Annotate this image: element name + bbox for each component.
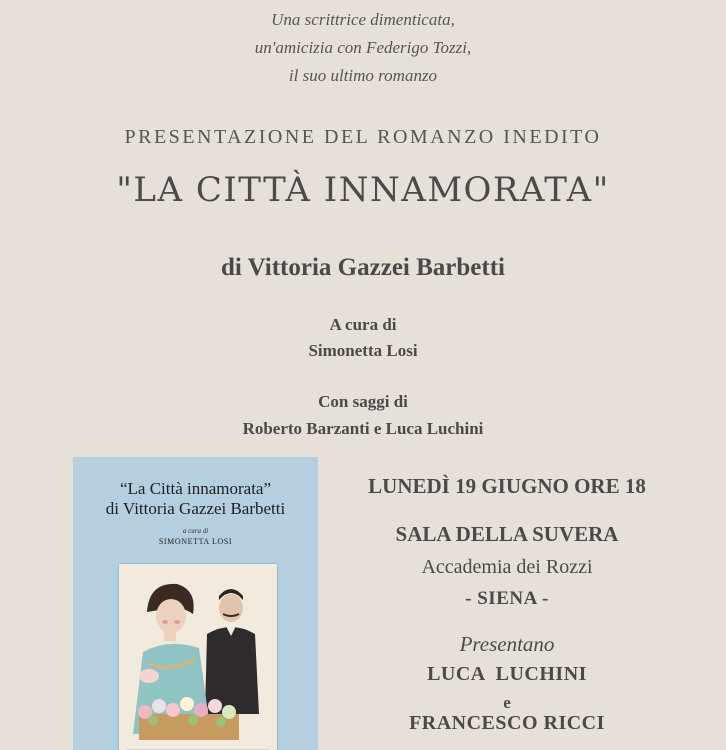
speaker-1: LUCA LUCHINI: [427, 663, 587, 685]
book-cover-image: [73, 457, 318, 750]
tagline: [0, 6, 726, 90]
curatela-label: A cura di: [329, 315, 397, 334]
cover-a-cura-label: a cura di: [182, 527, 209, 535]
cover-title-line-2: di Vittoria Gazzei Barbetti: [105, 499, 286, 518]
event-city: - SIENA -: [465, 588, 549, 609]
couple-illustration: [119, 564, 277, 750]
event-academy: Accademia dei Rozzi: [421, 556, 593, 578]
author-line: di Vittoria Gazzei Barbetti: [221, 254, 505, 281]
tagline-line-1: Una scrittrice dimenticata,: [271, 10, 455, 29]
saggi-names: Roberto Barzanti e Luca Luchini: [242, 419, 484, 438]
cover-editor-name: SIMONETTA LOSI: [158, 537, 233, 546]
event-venue: SALA DELLA SUVERA: [395, 522, 619, 546]
saggi-block: [0, 388, 726, 442]
presentano-label: Presentano: [459, 632, 555, 656]
man-face: [219, 594, 243, 622]
speaker-conjunction: e: [503, 693, 511, 712]
event-type-heading: PRESENTAZIONE DEL ROMANZO INEDITO: [124, 126, 602, 148]
tagline-line-2: un'amicizia con Federigo Tozzi,: [254, 38, 472, 57]
cover-title-line-1: “La Città innamorata”: [119, 479, 272, 498]
curatela-name: Simonetta Losi: [308, 341, 418, 360]
saggi-label: Con saggi di: [318, 392, 408, 411]
event-date: LUNEDÌ 19 GIUGNO ORE 18: [368, 474, 646, 498]
curatela-block: [0, 312, 726, 364]
speaker-2: FRANCESCO RICCI: [409, 712, 605, 734]
tagline-line-3: il suo ultimo romanzo: [288, 66, 438, 85]
vintage-postcard-illustration: [119, 564, 277, 750]
woman-face: [156, 599, 186, 633]
book-title: "LA CITTÀ INNAMORATA": [116, 170, 610, 210]
cover-title: [73, 479, 318, 519]
